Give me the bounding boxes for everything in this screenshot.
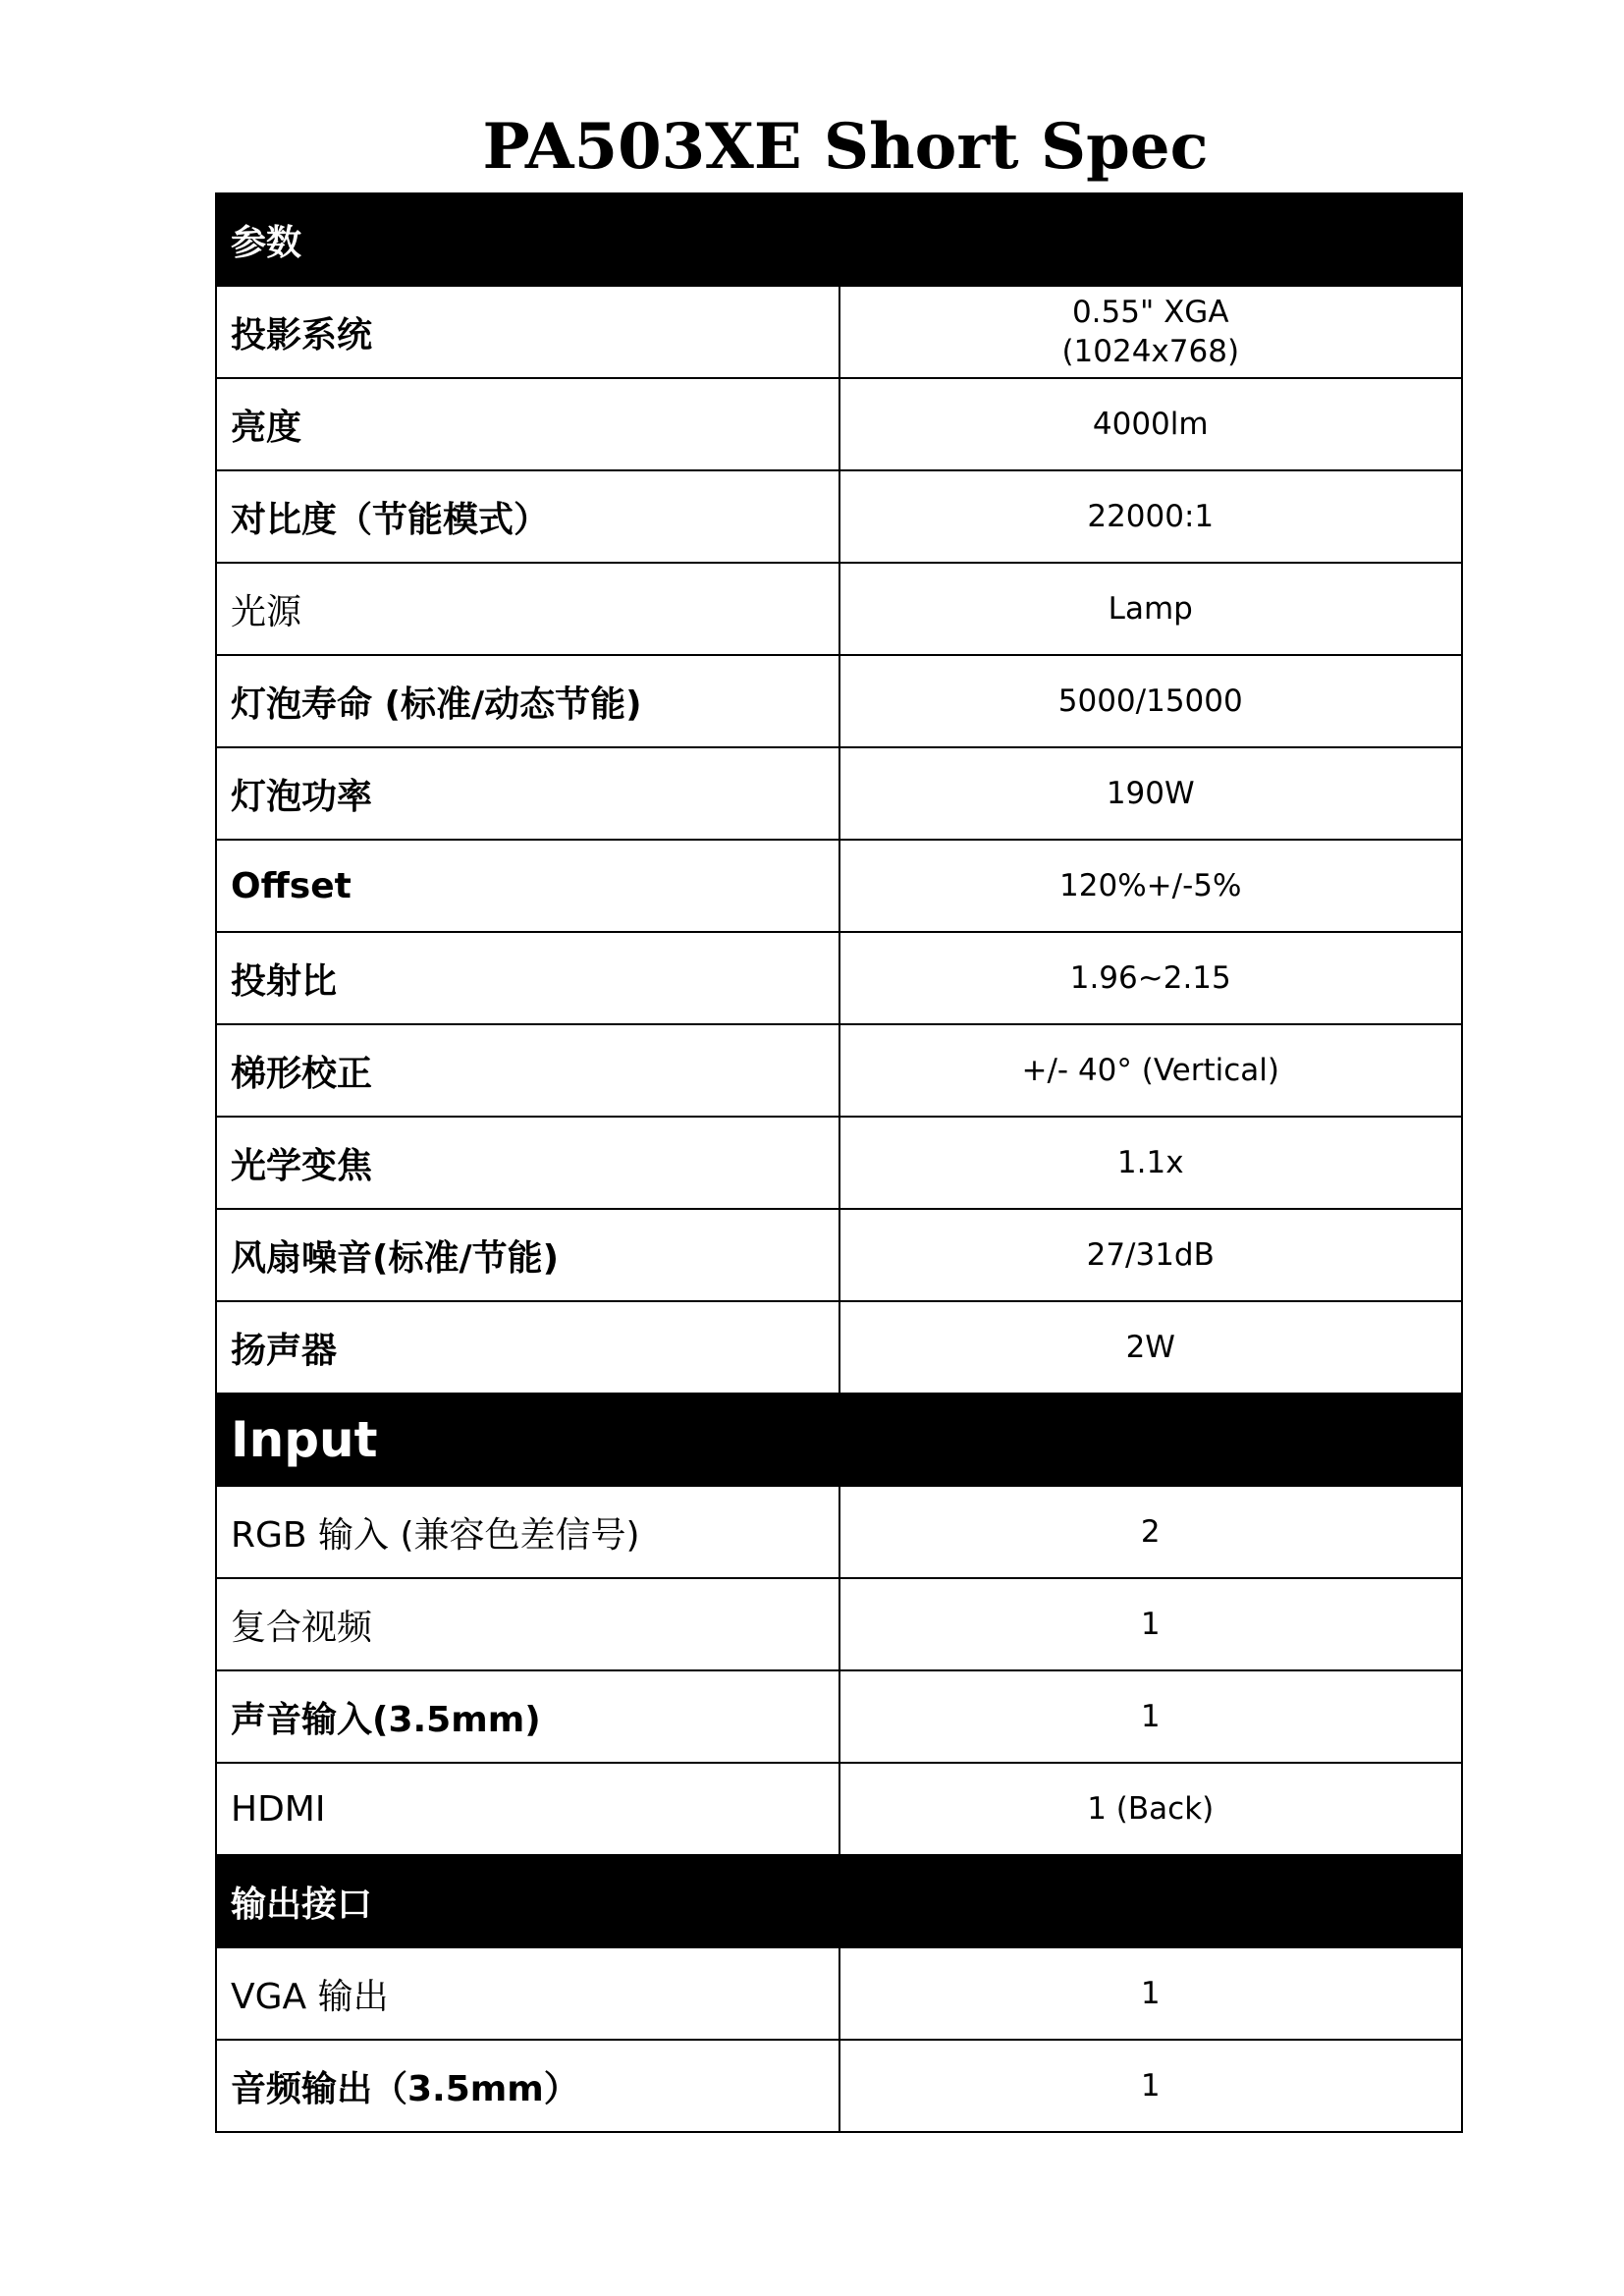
spec-label: 投影系统 <box>216 286 839 378</box>
section-header-label: Input <box>216 1394 1462 1486</box>
spec-label: 音频输出（3.5mm） <box>216 2040 839 2132</box>
table-row <box>216 2040 1462 2132</box>
section-header-params <box>216 193 1462 286</box>
spec-label: 梯形校正 <box>216 1024 839 1117</box>
page-title: PA503XE Short Spec <box>482 110 1209 184</box>
spec-value: +/- 40° (Vertical) <box>839 1024 1463 1117</box>
spec-label: Offset <box>216 840 839 932</box>
spec-value: 1 <box>839 1670 1463 1763</box>
table-row <box>216 470 1462 563</box>
table-row <box>216 747 1462 840</box>
section-header-input <box>216 1394 1462 1486</box>
spec-value: 22000:1 <box>839 470 1463 563</box>
spec-label: 灯泡寿命 (标准/动态节能) <box>216 655 839 747</box>
spec-value: 1.96~2.15 <box>839 932 1463 1024</box>
spec-label: HDMI <box>216 1763 839 1855</box>
table-row <box>216 932 1462 1024</box>
table-row <box>216 1763 1462 1855</box>
spec-table <box>215 192 1463 2133</box>
table-row <box>216 1947 1462 2040</box>
table-row <box>216 286 1462 378</box>
table-row <box>216 1486 1462 1578</box>
table-row <box>216 378 1462 470</box>
spec-label: 声音输入(3.5mm) <box>216 1670 839 1763</box>
spec-value: 1.1x <box>839 1117 1463 1209</box>
table-row <box>216 840 1462 932</box>
spec-label: 灯泡功率 <box>216 747 839 840</box>
spec-value: 1 <box>839 1578 1463 1670</box>
spec-label: RGB 输入 (兼容色差信号) <box>216 1486 839 1578</box>
spec-value: 5000/15000 <box>839 655 1463 747</box>
spec-value: 1 <box>839 2040 1463 2132</box>
table-row <box>216 1670 1462 1763</box>
spec-label: VGA 输出 <box>216 1947 839 2040</box>
spec-value: 2W <box>839 1301 1463 1394</box>
spec-value: 120%+/-5% <box>839 840 1463 932</box>
table-row <box>216 1117 1462 1209</box>
table-row <box>216 1209 1462 1301</box>
table-row <box>216 1024 1462 1117</box>
spec-value: 1 <box>839 1947 1463 2040</box>
spec-label: 光学变焦 <box>216 1117 839 1209</box>
spec-value: 4000lm <box>839 378 1463 470</box>
spec-value <box>839 286 1463 378</box>
spec-label: 扬声器 <box>216 1301 839 1394</box>
spec-label: 对比度（节能模式） <box>216 470 839 563</box>
spec-label: 复合视频 <box>216 1578 839 1670</box>
spec-value-line1: 0.55" XGA <box>1071 295 1229 330</box>
spec-value: 1 (Back) <box>839 1763 1463 1855</box>
table-row <box>216 563 1462 655</box>
table-row <box>216 1578 1462 1670</box>
spec-value: 190W <box>839 747 1463 840</box>
spec-label: 光源 <box>216 563 839 655</box>
section-header-output <box>216 1855 1462 1947</box>
spec-value: Lamp <box>839 563 1463 655</box>
spec-label: 风扇噪音(标准/节能) <box>216 1209 839 1301</box>
spec-value: 2 <box>839 1486 1463 1578</box>
section-header-label: 输出接口 <box>216 1855 1462 1947</box>
spec-value: 27/31dB <box>839 1209 1463 1301</box>
table-row <box>216 1301 1462 1394</box>
spec-value-line2: (1024x768) <box>1061 334 1240 369</box>
spec-label: 亮度 <box>216 378 839 470</box>
section-header-label: 参数 <box>216 193 1462 286</box>
table-row <box>216 655 1462 747</box>
spec-label: 投射比 <box>216 932 839 1024</box>
